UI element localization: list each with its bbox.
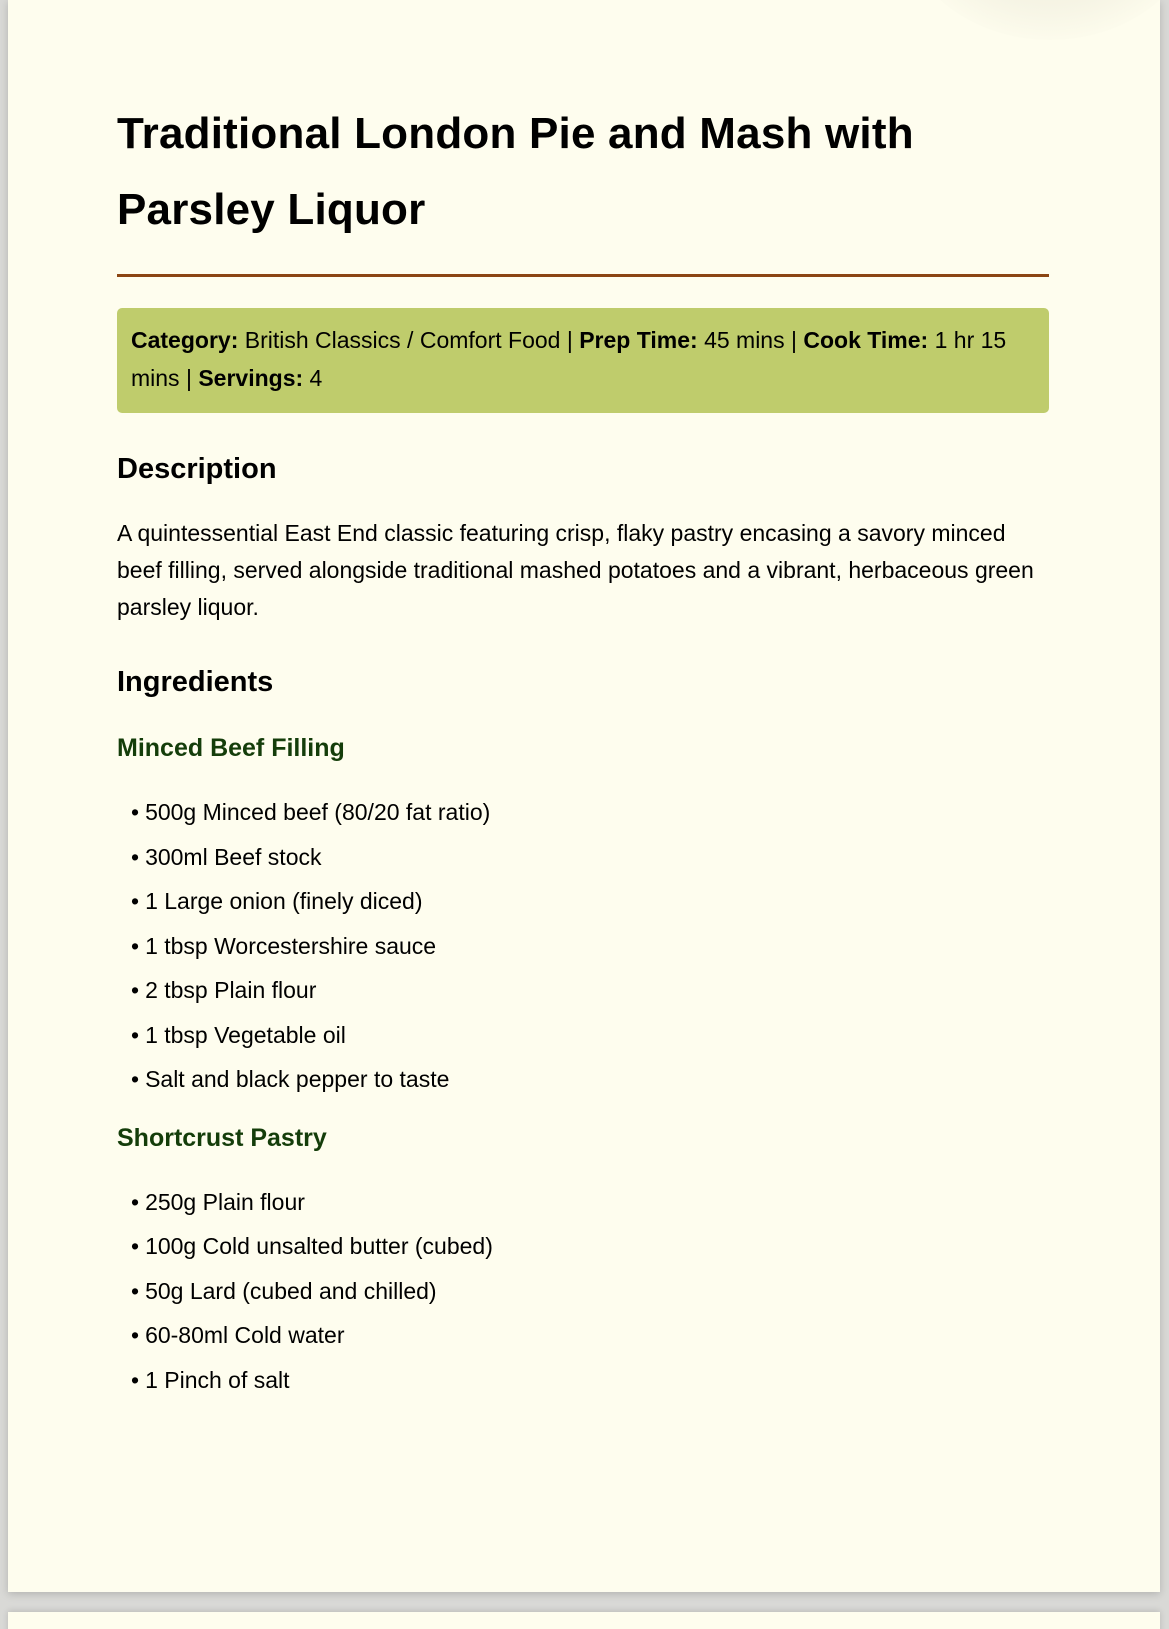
description-text: A quintessential East End classic featuring crisp, flaky pastry encasing a savory minced beef filling, served alongside traditional mashed potatoes and a vibrant, herbaceous green parsley liquor. bbox=[117, 520, 1034, 620]
meta-separator: | bbox=[566, 327, 573, 353]
recipe-title: Traditional London Pie and Mash with Parsley Liquor bbox=[117, 109, 914, 234]
recipe-content bbox=[117, 96, 1049, 1402]
ingredient-item: • 100g Cold unsalted butter (cubed) bbox=[131, 1224, 1049, 1269]
ingredient-item: • 1 tbsp Vegetable oil bbox=[131, 1013, 1049, 1058]
cook-time-value: 1 hr 15 mins bbox=[131, 327, 1007, 391]
servings-value: 4 bbox=[309, 365, 323, 391]
next-page-edge bbox=[8, 1612, 1160, 1629]
ingredient-group-title: Shortcrust Pastry bbox=[117, 1123, 327, 1152]
ingredient-item: • Salt and black pepper to taste bbox=[131, 1057, 1049, 1102]
ingredient-item: • 250g Plain flour bbox=[131, 1180, 1049, 1225]
ingredient-group-title: Minced Beef Filling bbox=[117, 734, 345, 762]
prep-time-value: 45 mins bbox=[704, 327, 785, 353]
description-heading: Description bbox=[117, 453, 277, 485]
ingredient-item: • 500g Minced beef (80/20 fat ratio) bbox=[131, 790, 1049, 835]
ingredients-heading: Ingredients bbox=[117, 666, 274, 698]
title-divider bbox=[117, 274, 1049, 277]
ingredient-item: • 1 tbsp Worcestershire sauce bbox=[131, 924, 1049, 969]
ingredient-item: • 60-80ml Cold water bbox=[131, 1313, 1049, 1358]
ingredient-item: • 300ml Beef stock bbox=[131, 835, 1049, 880]
category-label: Category: bbox=[131, 327, 239, 353]
meta-separator: | bbox=[185, 365, 192, 391]
ingredient-item: • 50g Lard (cubed and chilled) bbox=[131, 1269, 1049, 1314]
ingredient-item: • 1 Large onion (finely diced) bbox=[131, 879, 1049, 924]
servings-label: Servings: bbox=[198, 365, 304, 391]
ingredient-list bbox=[117, 1180, 1049, 1403]
corner-decoration bbox=[900, 0, 1160, 40]
cook-time-label: Cook Time: bbox=[803, 327, 929, 353]
ingredient-list bbox=[117, 790, 1049, 1102]
ingredient-item: • 2 tbsp Plain flour bbox=[131, 968, 1049, 1013]
prep-time-label: Prep Time: bbox=[579, 327, 698, 353]
category-value: British Classics / Comfort Food bbox=[244, 327, 561, 353]
ingredient-item: • 1 Pinch of salt bbox=[131, 1358, 1049, 1403]
document-page bbox=[8, 0, 1160, 1592]
recipe-meta-box bbox=[117, 308, 1049, 413]
meta-separator: | bbox=[791, 327, 797, 353]
